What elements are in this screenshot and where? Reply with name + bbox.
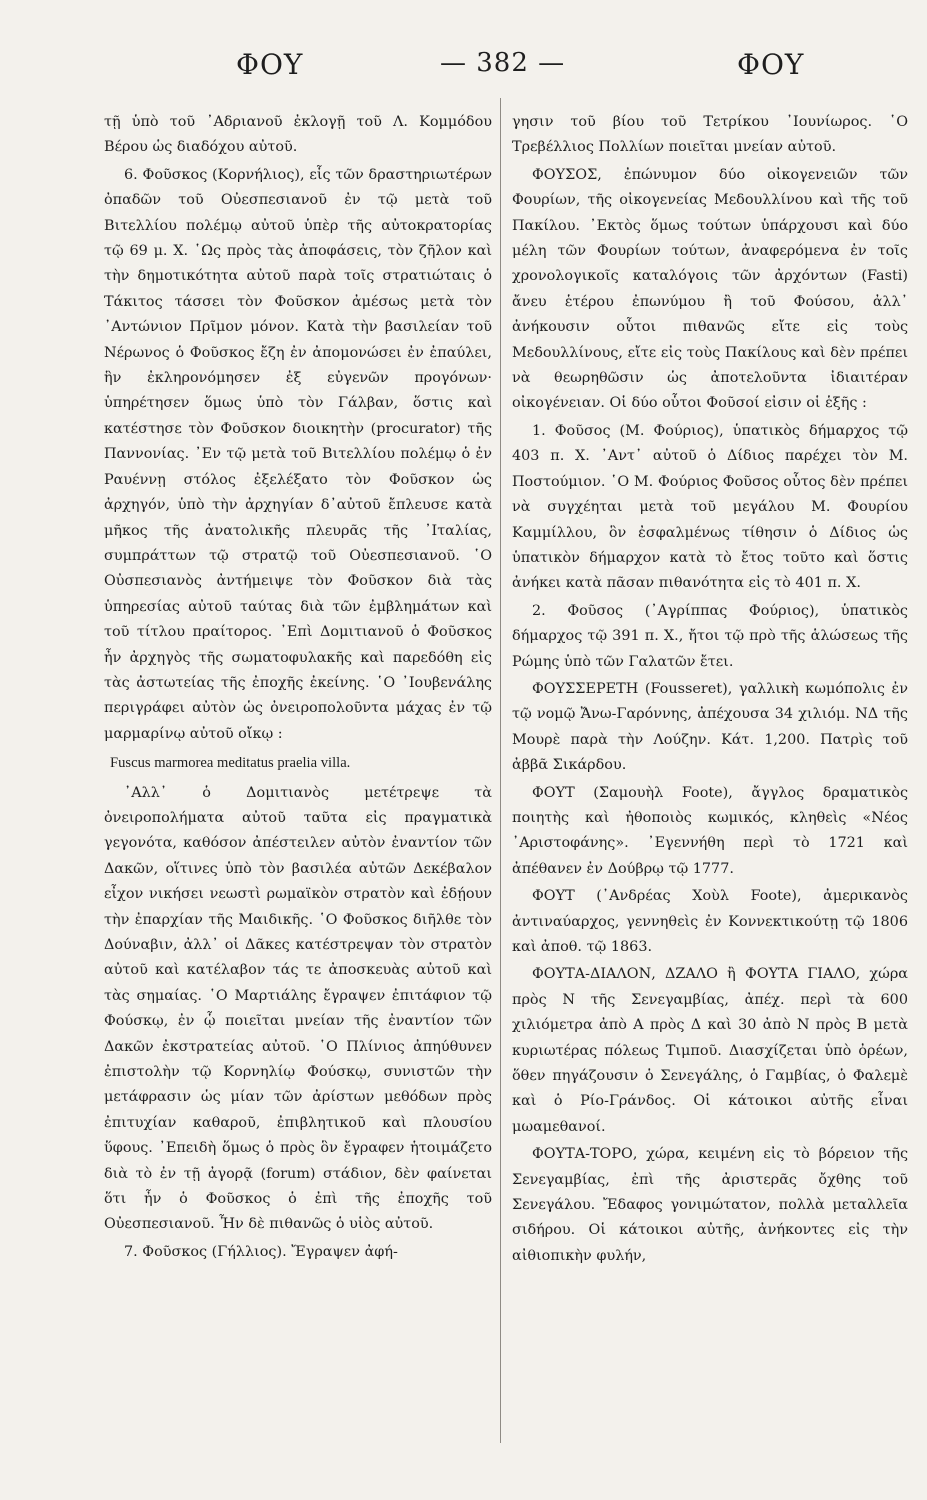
left-column	[104, 110, 492, 1265]
right-column	[512, 110, 908, 1269]
running-head-right: ΦΟΥ	[737, 48, 805, 81]
entry-fuscus-gellius: 7. Φοῦσκος (Γήλλιος). Ἔγραψεν ἀφή-	[124, 1243, 398, 1260]
entry-fusos-1: 1. Φοῦσος (Μ. Φούριος), ὑπατικὸς δήμαρχος τῷ 403 π. Χ. ᾿Αντ᾿ αὐτοῦ ὁ Δίδιος παρέχει τὸν Μ. Ποστούμιον. ῾Ο Μ. Φούριος Φοῦσος οὗτος δὲν πρέπει νὰ συγχέηται μετὰ τοῦ μεγάλου Μ. Φουρίου Καμμίλλου, ὃν ἐσφαλμένως τίθησιν ὁ Δίδιος ὡς ὑπατικὸν δήμαρχον κατὰ τὸ ἔτος τοῦτο καὶ ὅστις ἀνήκει κατὰ πᾶσαν πιθανότητα εἰς τὸ 401 π. Χ.	[512, 422, 908, 592]
page-number: — 382 —	[440, 48, 566, 78]
entry-paragraph: ᾿Αλλ᾿ ὁ Δομιτιανὸς μετέτρεψε τὰ ὀνειροπολήματα αὐτοῦ ταῦτα εἰς πραγματικὰ γεγονότα, καθόσον ἀπέστειλεν αὐτὸν ἐναντίον τῶν Δακῶν, οἵτινες ὑπὸ τὸν βασιλέα αὐτῶν Δεκέβαλον εἶχον νικήσει νεωστὶ ρωμαϊκὸν στρατὸν καὶ ἐδῄουν τὴν ἐπαρχίαν τῆς Μαιδικῆς. ῾Ο Φοῦσκος διῆλθε τὸν Δούναβιν, ἀλλ᾿ οἱ Δᾶκες κατέστρεψαν τὸν στρατὸν αὐτοῦ καὶ κατέλαβον τάς τε ἀποσκευὰς αὐτοῦ καὶ τὰς σημαίας. ῾Ο Μαρτιάλης ἔγραψεν ἐπιτάφιον τῷ Φούσκῳ, ἐν ᾧ ποιεῖται μνείαν τῆς ἐναντίον τῶν Δακῶν ἐκστρατείας αὐτοῦ. ῾Ο Πλίνιος ἀπηύθυνεν ἐπιστολὴν τῷ Κορνηλίῳ Φούσκῳ, συνιστῶν τὴν μετάφρασιν ὡς μίαν τῶν ἀρίστων μεθόδων πρὸς ἐπιτυχίαν καθαροῦ, ἐπιβλητικοῦ καὶ πλουσίου ὕφους. ᾿Επειδὴ ὅμως ὁ πρὸς ὃν ἔγραφεν ἡτοιμάζετο διὰ τὸ ἐν τῇ ἀγορᾷ (forum) στάδιον, δὲν φαίνεται ὅτι ἦν ὁ Φοῦσκος ὁ ἐπὶ τῆς ἐποχῆς τοῦ Οὐεσπεσιανοῦ. Ἦν δὲ πιθανῶς ὁ υἱὸς αὐτοῦ.	[104, 784, 492, 1233]
entry-futa-toro: ΦΟΥΤΑ-ΤΟΡΟ, χώρα, κειμένη εἰς τὸ βόρειον τῆς Σενεγαμβίας, ἐπὶ τῆς ἀριστερᾶς ὄχθης τοῦ Σενεγάλου. Ἔδαφος γονιμώτατον, πολλὰ μεταλλεῖα σιδήρου. Οἱ κάτοικοι αὐτῆς, ἀνήκοντες εἰς τὴν αἰθιοπικὴν φυλήν,	[512, 1146, 908, 1264]
column-divider	[500, 98, 501, 1443]
entry-continuation: τῇ ὑπὸ τοῦ ᾿Αδριανοῦ ἐκλογῇ τοῦ Λ. Κομμόδου Βέρου ὡς διαδόχου αὐτοῦ.	[104, 114, 492, 156]
running-head-left: ΦΟΥ	[236, 48, 304, 81]
entry-futa-djallon: ΦΟΥΤΑ-ΔΙΑΛΟΝ, ΔΖΑΛΟ ἢ ΦΟΥΤΑ ΓΙΑΛΟ, χώρα πρὸς Ν τῆς Σενεγαμβίας, ἀπέχ. περὶ τὰ 600 χιλιόμετρα ἀπὸ Α πρὸς Δ καὶ 30 ἀπὸ Ν πρὸς Β μετὰ κυριωτέρας πόλεως Τιμποῦ. Διασχίζεται ὑπὸ ὀρέων, ὅθεν πηγάζουσιν ὁ Σενεγάλης, ὁ Γαμβίας, ὁ Φαλεμὲ καὶ ὁ Ρίο-Γράνδος. Οἱ κάτοικοι αὐτῆς εἶναι μωαμεθανοί.	[512, 966, 908, 1135]
entry-fusos-2: 2. Φοῦσος (᾿Αγρίππας Φούριος), ὑπατικὸς δήμαρχος τῷ 391 π. Χ., ἤτοι τῷ πρὸ τῆς ἁλώσεως τῆς Ρώμης ὑπὸ τῶν Γαλατῶν ἔτει.	[512, 602, 908, 670]
entry-fusos: ΦΟΥΣΟΣ, ἐπώνυμον δύο οἰκογενειῶν τῶν Φουρίων, τῆς οἰκογενείας Μεδουλλίνου καὶ τῆς τοῦ Πακίλου. ᾿Εκτὸς ὅμως τούτων ὑπάρχουσι καὶ δύο μέλη τῶν Φουρίων τούτων, ἀναφερόμενα ἐν τοῖς χρονολογικοῖς καταλόγοις τῶν ἀρχόντων (Fasti) ἄνευ ἑτέρου ἐπωνύμου ἢ τοῦ Φούσου, ἀλλ᾿ ἀνήκουσιν οὗτοι πιθανῶς εἴτε εἰς τοὺς Μεδουλλίνους, εἴτε εἰς τοὺς Πακίλους καὶ δὲν πρέπει νὰ θεωρηθῶσιν ὡς ἀποτελοῦντα ἰδιαιτέραν οἰκογένειαν. Οἱ δύο οὗτοι Φοῦσοί εἰσιν οἱ ἑξῆς :	[512, 166, 908, 412]
latin-quotation: Fuscus marmorea meditatus praelia villa.	[110, 755, 351, 772]
entry-continuation: γησιν τοῦ βίου τοῦ Τετρίκου ᾿Ιουνίωρος. ῾Ο Τρεβέλλιος Πολλίων ποιεῖται μνείαν αὐτοῦ.	[512, 114, 908, 156]
entry-fuscus-cornelius: 6. Φοῦσκος (Κορνήλιος), εἷς τῶν δραστηριωτέρων ὀπαδῶν τοῦ Οὐεσπεσιανοῦ ἐν τῷ μετὰ τοῦ Βιτελλίου πολέμῳ αὐτοῦ ὑπὲρ τῆς αὐτοκρατορίας τῷ 69 μ. Χ. ῾Ως πρὸς τὰς ἀποφάσεις, τὸν ζῆλον καὶ τὴν δημοτικότητα αὐτοῦ παρὰ τοῖς στρατιώταις ὁ Τάκιτος τάσσει τὸν Φοῦσκον ἀμέσως μετὰ τὸν ᾿Αντώνιον Πρῖμον μόνον. Κατὰ τὴν βασιλείαν τοῦ Νέρωνος ὁ Φοῦσκος ἔζη ἐν ἀπομονώσει ἐν ἐπαύλει, ἣν ἐκληρονόμησεν ἐξ εὐγενῶν προγόνων· ὑπηρέτησεν ὅμως ὑπὸ τὸν Γάλβαν, ὅστις καὶ κατέστησε τὸν Φοῦσκον διοικητὴν (procurator) τῆς Παννονίας. ᾿Εν τῷ μετὰ τοῦ Βιτελλίου πολέμῳ ὁ ἐν Ραυέννῃ στόλος ἐξελέξατο τὸν Φοῦσκον ὡς ἀρχηγόν, ὑπὸ τὴν ἀρχηγίαν δ᾿αὐτοῦ ἔπλευσε κατὰ μῆκος τῆς ἀνατολικῆς πλευρᾶς τῆς ᾿Ιταλίας, συμπράττων τῷ στρατῷ τοῦ Οὐεσπεσιανοῦ. ῾Ο Οὐσπεσιανὸς ἀντήμειψε τὸν Φοῦσκον διὰ τὰς ὑπηρεσίας αὐτοῦ ταύτας διὰ τῶν ἐμβλημάτων καὶ τοῦ τίτλου πραίτορος. ᾿Επὶ Δομιτιανοῦ ὁ Φοῦσκος ἦν ἀρχηγὸς τῆς σωματοφυλακῆς καὶ παρεδόθη εἰς τὰς ἀστωτείας τῆς ἐποχῆς ἐκείνης. ῾Ο ᾿Ιουβενάλης περιγράφει αὐτὸν ὡς ὀνειροπολοῦντα μάχας ἐν τῷ μαρμαρίνῳ αὐτοῦ οἴκῳ :	[104, 166, 492, 742]
entry-foote-andrew: ΦΟΥΤ (᾿Ανδρέας Χοὺλ Foote), ἀμερικανὸς ἀντιναύαρχος, γεννηθεὶς ἐν Κοννεκτικούτῃ τῷ 1806 καὶ ἀποθ. τῷ 1863.	[512, 888, 908, 955]
entry-fousseret: ΦΟΥΣΣΕΡΕΤΗ (Fousseret), γαλλικὴ κωμόπολις ἐν τῷ νομῷ Ἄνω-Γαρόννης, ἀπέχουσα 34 χιλιόμ. ΝΔ τῆς Μουρὲ παρὰ τὴν Λούζην. Κάτ. 1,200. Πατρὶς τοῦ ἀββᾶ Σικάρδου.	[512, 680, 908, 774]
entry-foote-samuel: ΦΟΥΤ (Σαμουὴλ Foote), ἄγγλος δραματικὸς ποιητὴς καὶ ἠθοποιὸς κωμικός, κληθεὶς «Νέος ᾿Αριστοφάνης». ᾿Εγεννήθη περὶ τὸ 1721 καὶ ἀπέθανεν ἐν Δούβρῳ τῷ 1777.	[512, 784, 908, 877]
